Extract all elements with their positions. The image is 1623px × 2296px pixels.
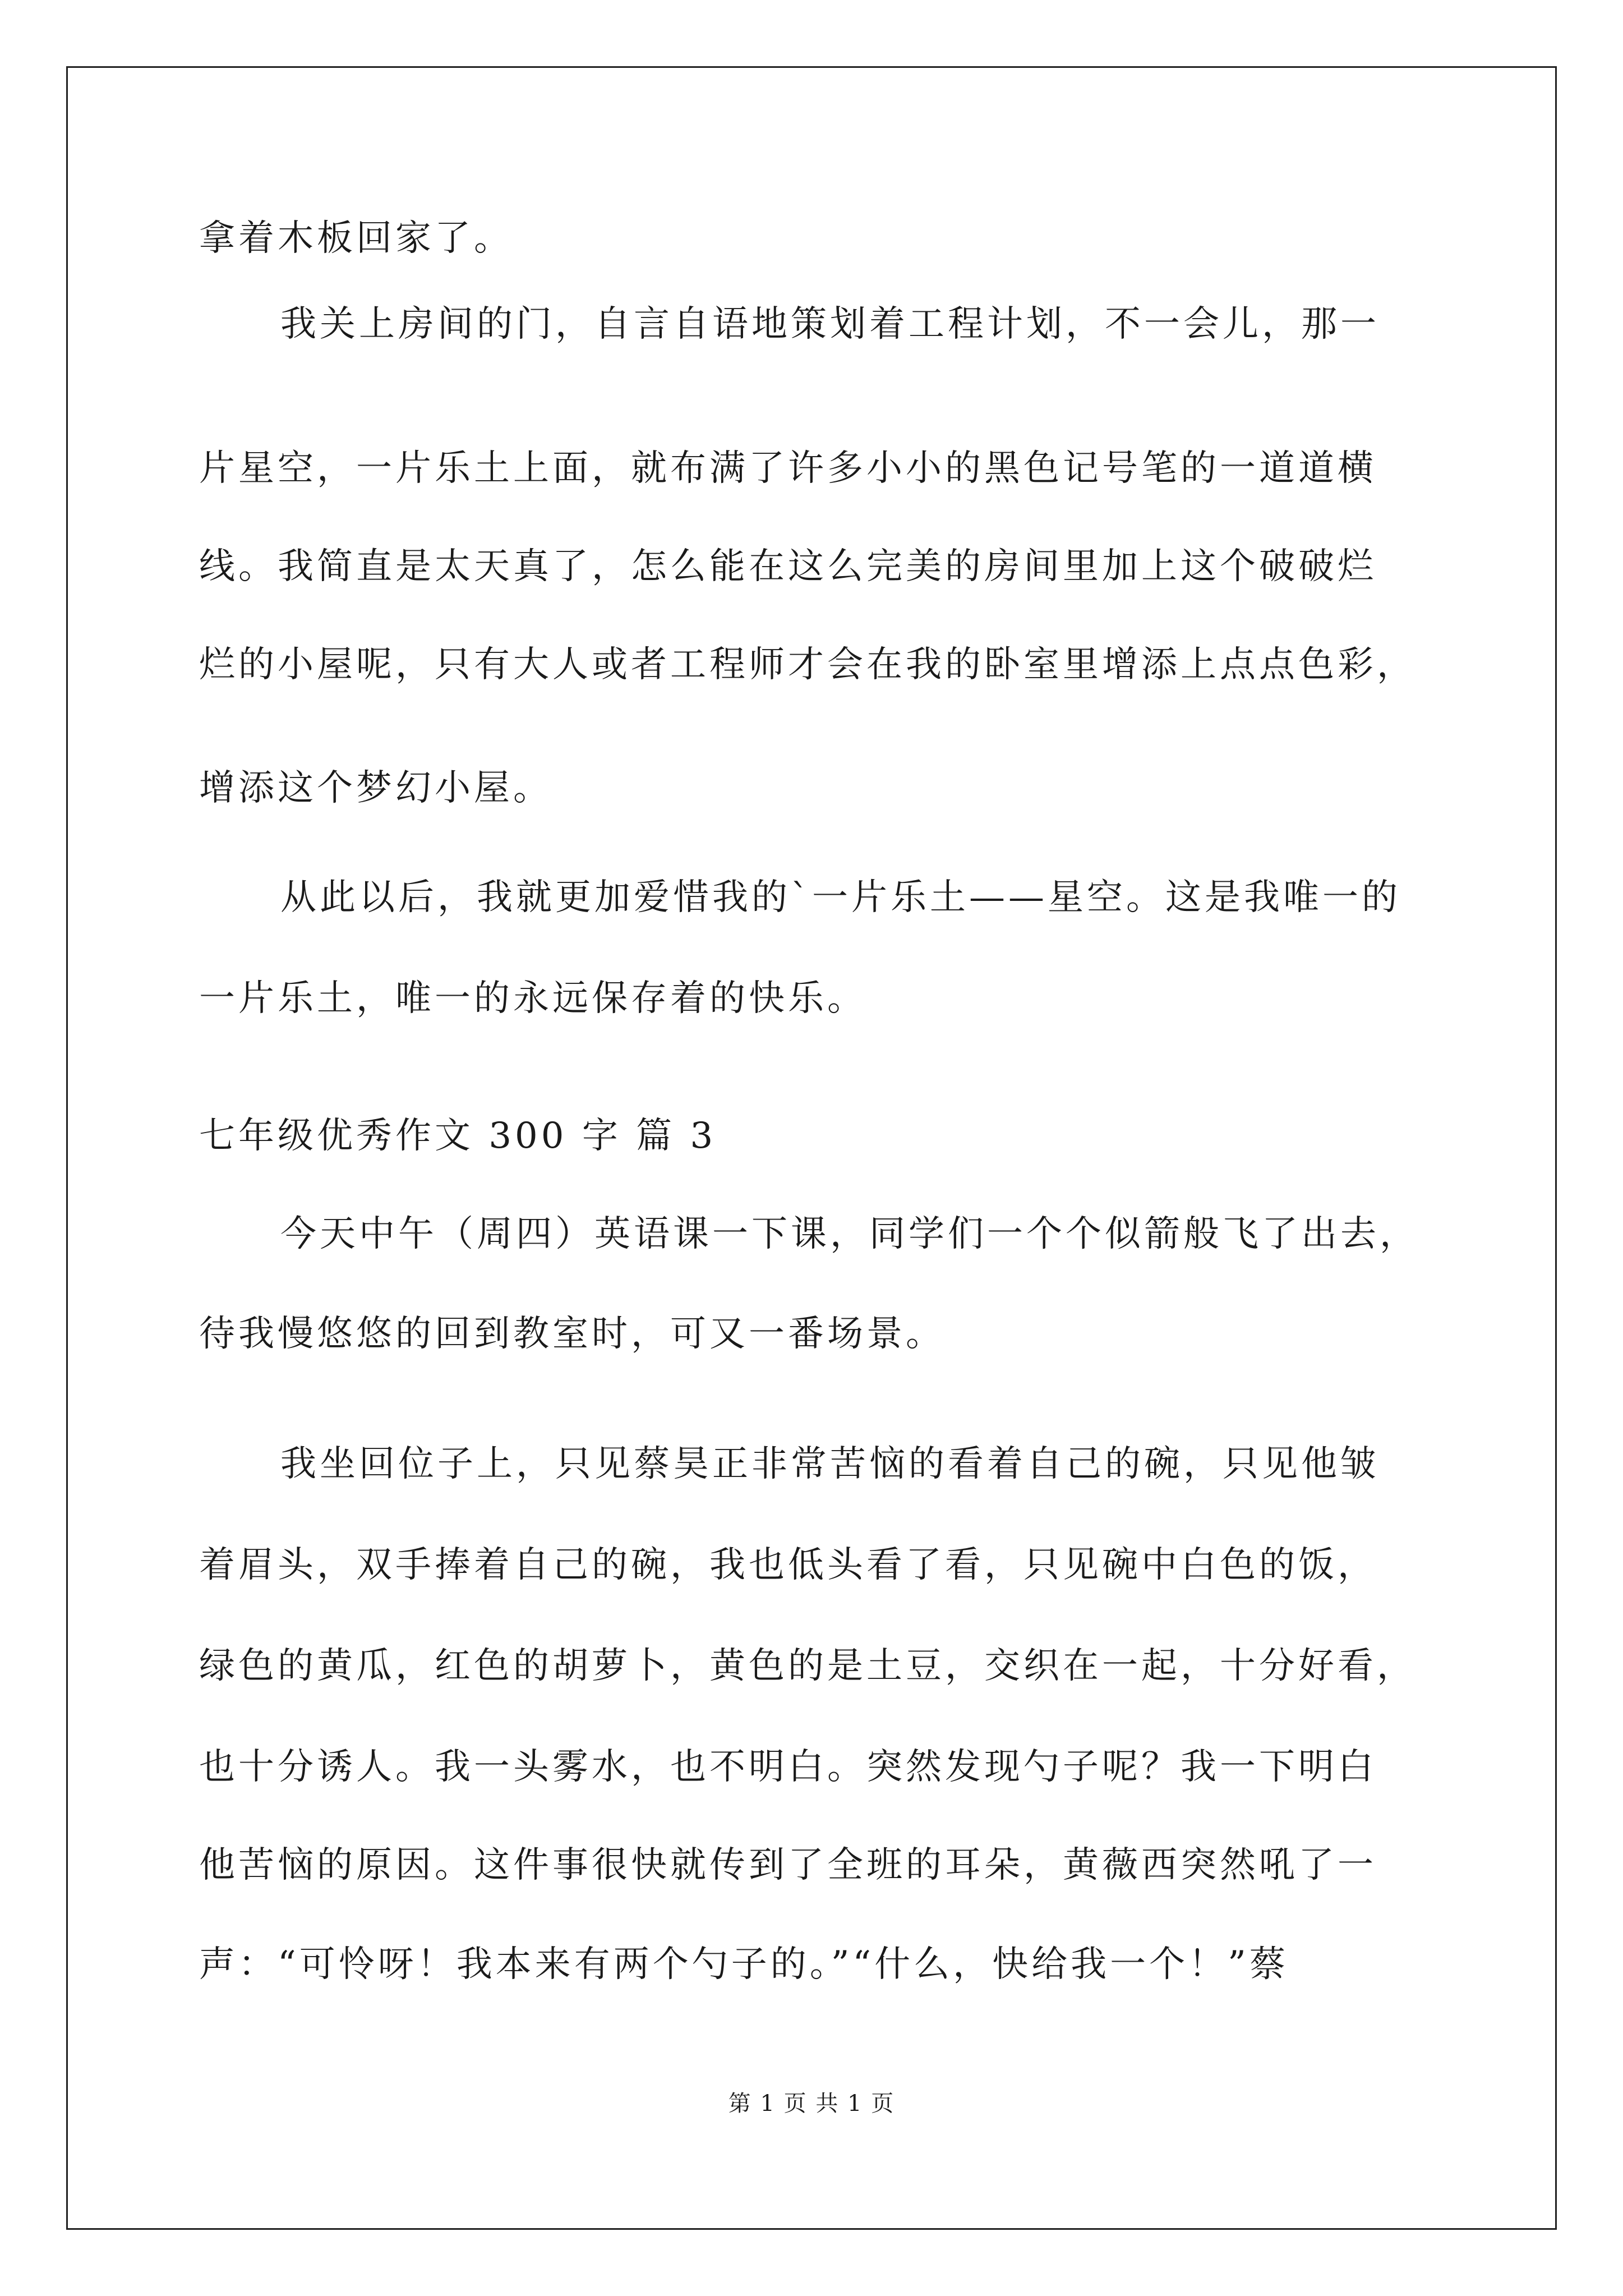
text-line: 我关上房间的门，自言自语地策划着工程计划，不一会儿，那一 xyxy=(280,303,1380,345)
text-line: 增添这个梦幻小屋。 xyxy=(199,767,552,809)
text-line: 声：“可怜呀！我本来有两个勺子的。”“什么，快给我一个！”蔡 xyxy=(199,1944,1289,1985)
text-line: 线。我简直是太天真了，怎么能在这么完美的房间里加上这个破破烂 xyxy=(199,546,1377,587)
text-line: 也十分诱人。我一头雾水，也不明白。突然发现勺子呢？我一下明白 xyxy=(199,1746,1377,1788)
section-heading: 七年级优秀作文 300 字 篇 3 xyxy=(199,1115,717,1157)
text-line: 从此以后，我就更加爱惜我的`一片乐土——星空。这是我唯一的 xyxy=(280,877,1401,918)
page-number: 第 1 页 共 1 页 xyxy=(728,2091,895,2116)
text-line: 我坐回位子上，只见蔡昊正非常苦恼的看着自己的碗，只见他皱 xyxy=(280,1443,1380,1485)
text-line: 绿色的黄瓜，红色的胡萝卜，黄色的是土豆，交织在一起，十分好看， xyxy=(199,1645,1416,1687)
text-line: 着眉头，双手捧着自己的碗，我也低头看了看，只见碗中白色的饭， xyxy=(199,1544,1377,1586)
text-line: 拿着木板回家了。 xyxy=(199,218,513,259)
text-line: 烂的小屋呢，只有大人或者工程师才会在我的卧室里增添上点点色彩， xyxy=(199,644,1416,685)
text-line: 今天中午（周四）英语课一下课，同学们一个个似箭般飞了出去， xyxy=(280,1213,1419,1255)
text-line: 他苦恼的原因。这件事很快就传到了全班的耳朵，黄薇西突然吼了一 xyxy=(199,1844,1377,1886)
text-line: 一片乐土，唯一的永远保存着的快乐。 xyxy=(199,978,866,1019)
text-line: 片星空，一片乐土上面，就布满了许多小小的黑色记号笔的一道道横 xyxy=(199,448,1377,489)
text-line: 待我慢悠悠的回到教室时，可又一番场景。 xyxy=(199,1313,945,1355)
